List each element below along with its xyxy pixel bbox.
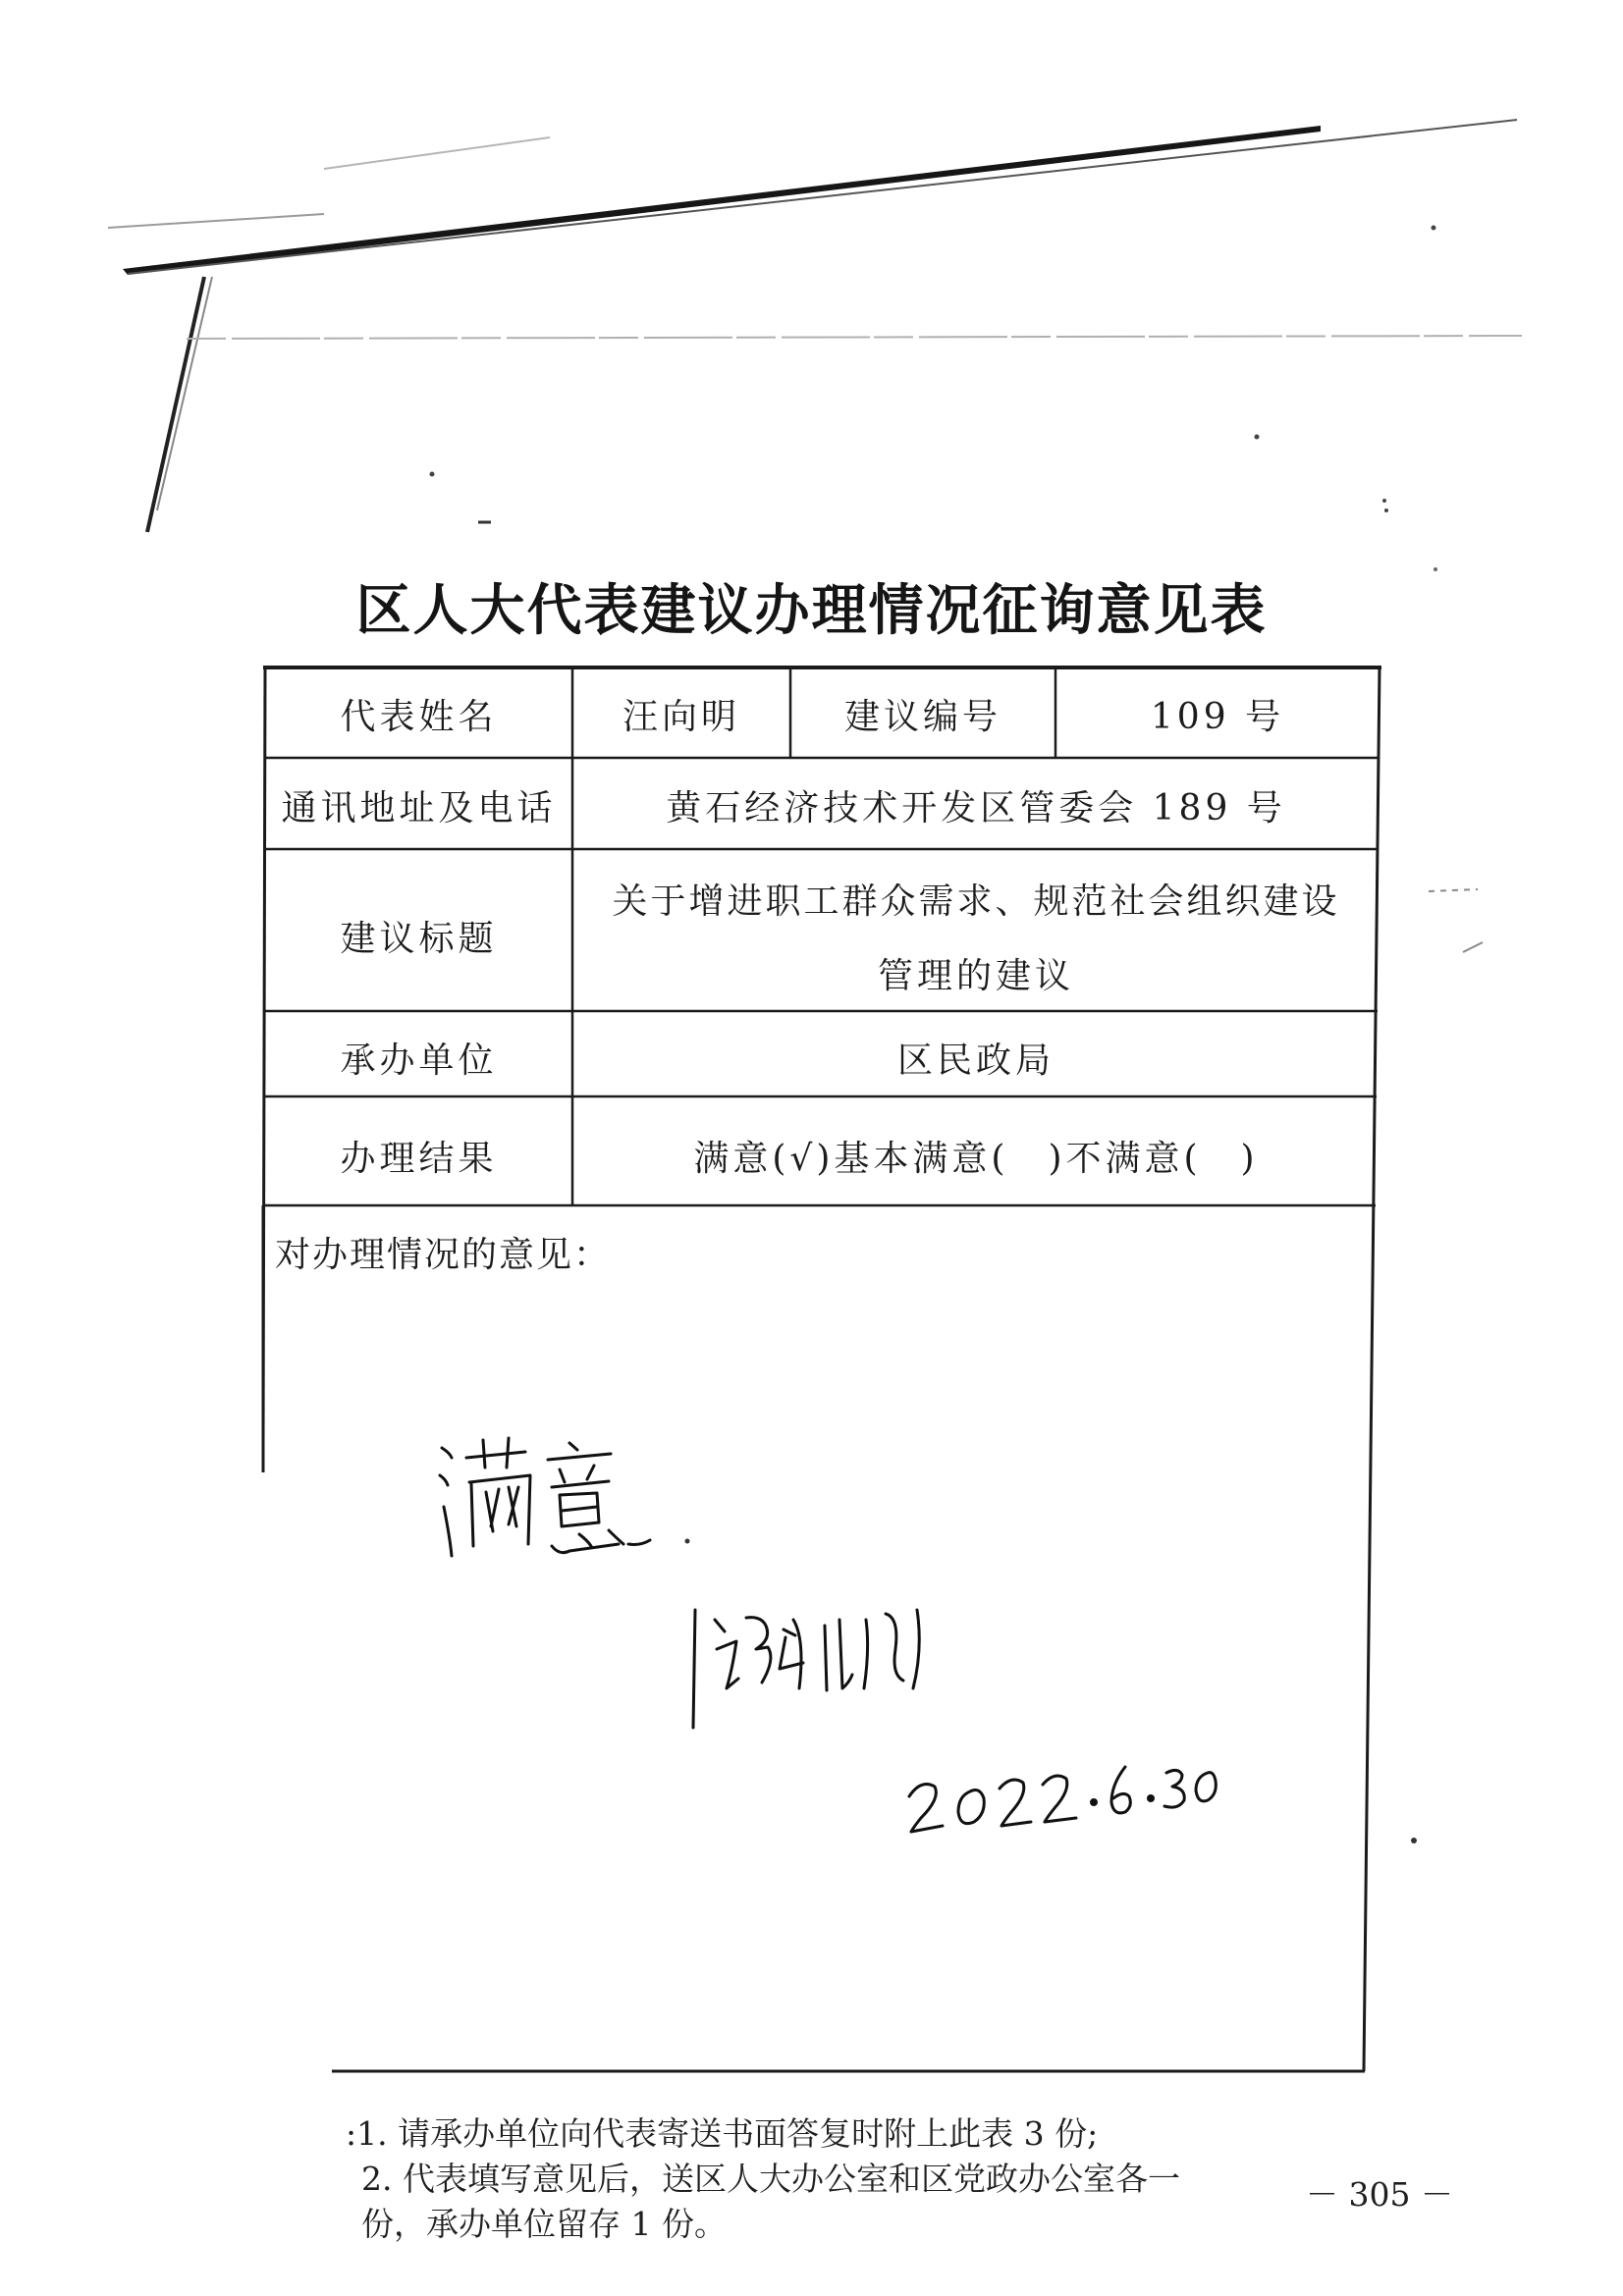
subject-value-line2: 管理的建议 xyxy=(877,956,1074,996)
rep-name-value: 汪向明 xyxy=(622,697,740,737)
suggestion-no-label: 建议编号 xyxy=(843,697,1001,737)
note-line-3: 份，承办单位留存 1 份。 xyxy=(361,2205,727,2243)
note-line-1: :1. 请承办单位向代表寄送书面答复时附上此表 3 份; xyxy=(346,2114,1099,2153)
suggestion-no-value: 109 号 xyxy=(1150,697,1285,737)
page-number: － 305 － xyxy=(1306,2175,1453,2214)
opinion-label: 对办理情况的意见： xyxy=(275,1235,612,1275)
address-label: 通讯地址及电话 xyxy=(281,788,557,828)
handwritten-signature-text: 汪向明 xyxy=(677,1580,680,1581)
result-label: 办理结果 xyxy=(340,1139,498,1179)
result-value: 满意(√)基本满意( )不满意( ) xyxy=(693,1139,1259,1179)
unit-value: 区民政局 xyxy=(896,1041,1055,1081)
unit-label: 承办单位 xyxy=(340,1041,498,1081)
subject-label: 建议标题 xyxy=(340,919,498,959)
handwritten-signature xyxy=(677,1580,952,1737)
form-title: 区人大代表建议办理情况征询意见表 xyxy=(355,579,1268,643)
handwritten-date xyxy=(901,1737,1225,1845)
handwritten-date-text: 2022.6.30 xyxy=(901,1737,907,1738)
handwritten-opinion-text: 满意 xyxy=(422,1428,424,1429)
note-line-2: 2. 代表填写意见后，送区人大办公室和区党政办公室各一 xyxy=(361,2160,1180,2198)
subject-value-line1: 关于增进职工群众需求、规范社会组织建设 xyxy=(612,881,1340,922)
rep-name-label: 代表姓名 xyxy=(340,697,498,737)
address-value: 黄石经济技术开发区管委会 189 号 xyxy=(666,788,1286,828)
handwritten-opinion xyxy=(422,1428,658,1575)
